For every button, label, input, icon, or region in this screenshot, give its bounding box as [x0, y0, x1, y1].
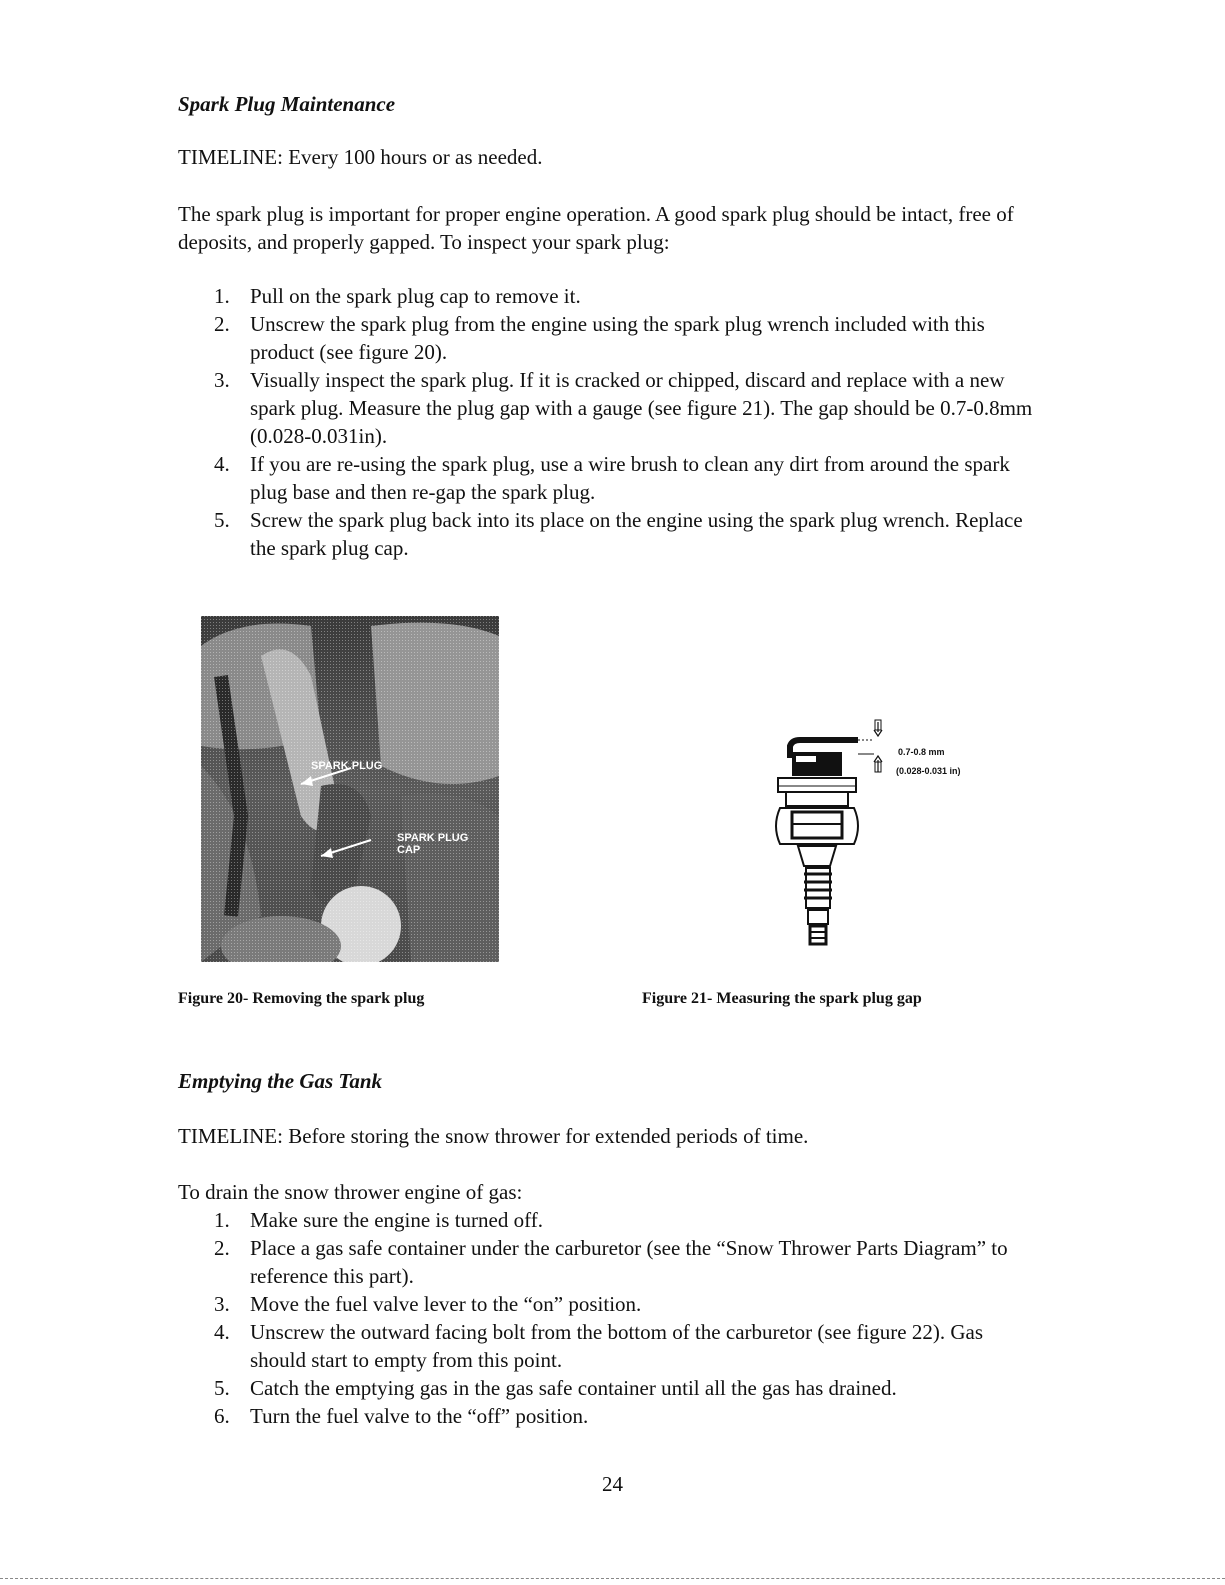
page-number: 24 [602, 1472, 623, 1496]
list-item [178, 366, 1038, 450]
label-spark-plug-cap-line1: SPARK PLUG [397, 832, 469, 844]
list-item [178, 1318, 1038, 1374]
gap-mm-label: 0.7-0.8 mm [898, 747, 945, 757]
intro-gas-tank: To drain the snow thrower engine of gas: [178, 1180, 523, 1204]
gap-in-label: (0.028-0.031 in) [896, 766, 961, 776]
step-text: Move the fuel valve lever to the “on” position. [250, 1292, 642, 1316]
step-text: Make sure the engine is turned off. [250, 1208, 543, 1232]
step-number: 4. [214, 452, 230, 476]
bottom-divider [0, 1578, 1225, 1579]
step-number: 1. [214, 284, 230, 308]
step-number: 6. [214, 1404, 230, 1428]
list-item [178, 1234, 1038, 1290]
list-item [178, 310, 1038, 366]
timeline-gas-tank: TIMELINE: Before storing the snow thrower for extended periods of time. [178, 1124, 809, 1148]
list-item [178, 450, 1038, 506]
figure-21-caption: Figure 21- Measuring the spark plug gap [642, 990, 922, 1007]
step-number: 5. [214, 1376, 230, 1400]
step-number: 3. [214, 1292, 230, 1316]
step-text: If you are re-using the spark plug, use a wire brush to clean any dirt from around the spark plug base and then re-gap the spark plug. [250, 452, 1010, 504]
label-spark-plug-cap [397, 832, 468, 856]
section-heading-spark-plug: Spark Plug Maintenance [178, 92, 396, 116]
step-text: Catch the emptying gas in the gas safe container until all the gas has drained. [250, 1376, 897, 1400]
step-number: 5. [214, 508, 230, 532]
step-text: Place a gas safe container under the carburetor (see the “Snow Thrower Parts Diagram” to reference this part). [250, 1236, 1008, 1288]
step-text: Turn the fuel valve to the “off” position. [250, 1404, 589, 1428]
step-text: Screw the spark plug back into its place on the engine using the spark plug wrench. Replace the spark plug cap. [250, 508, 1023, 560]
step-number: 2. [214, 312, 230, 336]
list-item [178, 506, 1038, 562]
step-number: 2. [214, 1236, 230, 1260]
list-item [178, 1402, 1038, 1430]
section-heading-gas-tank: Emptying the Gas Tank [178, 1069, 383, 1093]
label-spark-plug-cap-line2: CAP [397, 844, 421, 856]
step-number: 1. [214, 1208, 230, 1232]
label-spark-plug: SPARK PLUG [311, 760, 383, 772]
step-text: Pull on the spark plug cap to remove it. [250, 284, 581, 308]
step-text: Unscrew the spark plug from the engine using the spark plug wrench included with this product (see figure 20). [250, 312, 985, 364]
intro-spark-plug: The spark plug is important for proper engine operation. A good spark plug should be intact, free of deposits, and properly gapped. To inspect your spark plug: [178, 202, 1014, 254]
list-item [178, 1206, 1038, 1234]
list-item [178, 282, 1038, 310]
step-text: Unscrew the outward facing bolt from the bottom of the carburetor (see figure 22). Gas should start to empty from this point. [250, 1320, 984, 1372]
list-item [178, 1374, 1038, 1402]
spark-plug-steps [178, 282, 1038, 562]
step-text: Visually inspect the spark plug. If it is cracked or chipped, discard and replace with a new spark plug. Measure the plug gap with a gauge (see figure 21). The gap should be 0.7-0.8mm (0.028-0.031in). [250, 368, 1033, 448]
figure-20-caption: Figure 20- Removing the spark plug [178, 990, 425, 1007]
list-item [178, 1290, 1038, 1318]
step-number: 3. [214, 368, 230, 392]
gas-tank-steps [178, 1206, 1038, 1430]
timeline-spark-plug: TIMELINE: Every 100 hours or as needed. [178, 145, 543, 169]
figure-21-diagram [770, 718, 1000, 954]
step-number: 4. [214, 1320, 230, 1344]
figure-20-photo [201, 616, 499, 962]
